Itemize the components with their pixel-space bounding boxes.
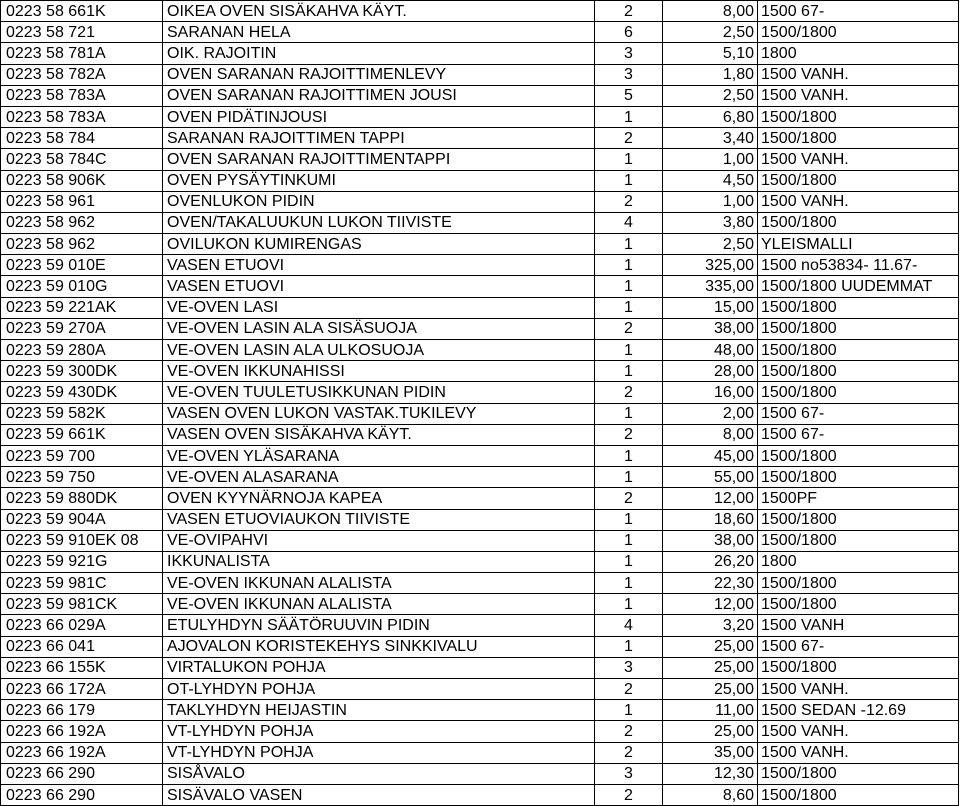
model-cell: 1500/1800: [758, 340, 959, 361]
table-row: [1, 340, 959, 361]
model-cell: 1500/1800: [758, 573, 959, 594]
model-cell: YLEISMALLI: [758, 234, 959, 255]
part-code-cell: 0223 59 010E: [1, 255, 163, 276]
quantity-cell: 2: [595, 742, 663, 763]
part-code-cell: 0223 59 981C: [1, 573, 163, 594]
model-cell: 1500 VANH.: [758, 85, 959, 106]
part-code-cell: 0223 66 179: [1, 700, 163, 721]
quantity-cell: 2: [595, 679, 663, 700]
description-cell: SARANAN HELA: [163, 22, 595, 43]
part-code-cell: 0223 66 172A: [1, 679, 163, 700]
model-cell: 1500/1800: [758, 170, 959, 191]
model-cell: 1500 VANH.: [758, 742, 959, 763]
table-row: [1, 191, 959, 212]
price-cell: 16,00: [663, 382, 758, 403]
part-code-cell: 0223 59 700: [1, 445, 163, 466]
price-cell: 22,30: [663, 573, 758, 594]
part-code-cell: 0223 59 270A: [1, 318, 163, 339]
table-row: [1, 128, 959, 149]
description-cell: OVEN PYSÄYTINKUMI: [163, 170, 595, 191]
price-cell: 1,80: [663, 64, 758, 85]
quantity-cell: 1: [595, 297, 663, 318]
table-row: [1, 445, 959, 466]
table-row: [1, 721, 959, 742]
table-row: [1, 1, 959, 22]
price-cell: 18,60: [663, 509, 758, 530]
table-row: [1, 784, 959, 805]
description-cell: VASEN ETUOVI: [163, 255, 595, 276]
price-cell: 6,80: [663, 106, 758, 127]
part-code-cell: 0223 59 880DK: [1, 488, 163, 509]
model-cell: 1500 67-: [758, 403, 959, 424]
table-row: [1, 509, 959, 530]
model-cell: 1800: [758, 551, 959, 572]
description-cell: VASEN ETUOVIAUKON TIIVISTE: [163, 509, 595, 530]
part-code-cell: 0223 58 784C: [1, 149, 163, 170]
model-cell: 1500/1800: [758, 657, 959, 678]
price-cell: 8,60: [663, 784, 758, 805]
quantity-cell: 1: [595, 106, 663, 127]
table-row: [1, 255, 959, 276]
model-cell: 1800: [758, 43, 959, 64]
description-cell: OT-LYHDYN POHJA: [163, 679, 595, 700]
part-code-cell: 0223 59 430DK: [1, 382, 163, 403]
quantity-cell: 1: [595, 149, 663, 170]
quantity-cell: 2: [595, 318, 663, 339]
description-cell: SARANAN RAJOITTIMEN TAPPI: [163, 128, 595, 149]
part-code-cell: 0223 58 962: [1, 234, 163, 255]
quantity-cell: 5: [595, 85, 663, 106]
quantity-cell: 2: [595, 382, 663, 403]
quantity-cell: 3: [595, 763, 663, 784]
description-cell: OVEN SARANAN RAJOITTIMENLEVY: [163, 64, 595, 85]
model-cell: 1500/1800: [758, 784, 959, 805]
description-cell: VIRTALUKON POHJA: [163, 657, 595, 678]
price-cell: 15,00: [663, 297, 758, 318]
price-cell: 12,00: [663, 488, 758, 509]
model-cell: 1500/1800: [758, 594, 959, 615]
quantity-cell: 1: [595, 340, 663, 361]
price-cell: 2,50: [663, 234, 758, 255]
table-row: [1, 43, 959, 64]
quantity-cell: 2: [595, 424, 663, 445]
price-cell: 11,00: [663, 700, 758, 721]
table-row: [1, 679, 959, 700]
model-cell: 1500/1800: [758, 128, 959, 149]
table-row: [1, 424, 959, 445]
quantity-cell: 3: [595, 43, 663, 64]
part-code-cell: 0223 59 921G: [1, 551, 163, 572]
model-cell: 1500/1800: [758, 763, 959, 784]
model-cell: 1500 67-: [758, 636, 959, 657]
price-cell: 2,00: [663, 403, 758, 424]
part-code-cell: 0223 59 221AK: [1, 297, 163, 318]
model-cell: 1500 67-: [758, 1, 959, 22]
model-cell: 1500/1800: [758, 467, 959, 488]
price-cell: 25,00: [663, 636, 758, 657]
model-cell: 1500/1800: [758, 445, 959, 466]
description-cell: VASEN ETUOVI: [163, 276, 595, 297]
part-code-cell: 0223 58 906K: [1, 170, 163, 191]
part-code-cell: 0223 66 155K: [1, 657, 163, 678]
model-cell: 1500 VANH.: [758, 679, 959, 700]
table-row: [1, 382, 959, 403]
quantity-cell: 4: [595, 615, 663, 636]
model-cell: 1500/1800: [758, 22, 959, 43]
quantity-cell: 1: [595, 700, 663, 721]
part-code-cell: 0223 59 981CK: [1, 594, 163, 615]
parts-table-body: [1, 1, 959, 806]
part-code-cell: 0223 66 192A: [1, 742, 163, 763]
model-cell: 1500 67-: [758, 424, 959, 445]
model-cell: 1500/1800: [758, 106, 959, 127]
price-cell: 1,00: [663, 149, 758, 170]
price-cell: 28,00: [663, 361, 758, 382]
description-cell: OVENLUKON PIDIN: [163, 191, 595, 212]
table-row: [1, 106, 959, 127]
table-row: [1, 488, 959, 509]
model-cell: 1500 VANH.: [758, 721, 959, 742]
quantity-cell: 1: [595, 170, 663, 191]
part-code-cell: 0223 58 783A: [1, 106, 163, 127]
quantity-cell: 1: [595, 594, 663, 615]
table-row: [1, 403, 959, 424]
table-row: [1, 170, 959, 191]
quantity-cell: 1: [595, 361, 663, 382]
part-code-cell: 0223 58 784: [1, 128, 163, 149]
quantity-cell: 2: [595, 784, 663, 805]
description-cell: VE-OVEN LASIN ALA ULKOSUOJA: [163, 340, 595, 361]
quantity-cell: 3: [595, 64, 663, 85]
description-cell: VE-OVEN IKKUNAN ALALISTA: [163, 573, 595, 594]
part-code-cell: 0223 58 782A: [1, 64, 163, 85]
table-row: [1, 149, 959, 170]
part-code-cell: 0223 59 010G: [1, 276, 163, 297]
description-cell: IKKUNALISTA: [163, 551, 595, 572]
table-row: [1, 594, 959, 615]
quantity-cell: 2: [595, 191, 663, 212]
price-cell: 2,50: [663, 22, 758, 43]
table-row: [1, 700, 959, 721]
price-cell: 8,00: [663, 1, 758, 22]
description-cell: VASEN OVEN LUKON VASTAK.TUKILEVY: [163, 403, 595, 424]
quantity-cell: 1: [595, 276, 663, 297]
description-cell: VE-OVEN IKKUNAN ALALISTA: [163, 594, 595, 615]
description-cell: OVEN PIDÄTINJOUSI: [163, 106, 595, 127]
quantity-cell: 6: [595, 22, 663, 43]
part-code-cell: 0223 58 781A: [1, 43, 163, 64]
table-row: [1, 297, 959, 318]
quantity-cell: 2: [595, 1, 663, 22]
price-cell: 25,00: [663, 657, 758, 678]
model-cell: 1500 VANH: [758, 615, 959, 636]
table-row: [1, 636, 959, 657]
model-cell: 1500/1800: [758, 382, 959, 403]
part-code-cell: 0223 58 961: [1, 191, 163, 212]
model-cell: 1500 VANH.: [758, 64, 959, 85]
quantity-cell: 1: [595, 255, 663, 276]
quantity-cell: 1: [595, 636, 663, 657]
table-row: [1, 763, 959, 784]
quantity-cell: 1: [595, 573, 663, 594]
model-cell: 1500PF: [758, 488, 959, 509]
description-cell: OVEN SARANAN RAJOITTIMEN JOUSI: [163, 85, 595, 106]
quantity-cell: 2: [595, 128, 663, 149]
price-cell: 26,20: [663, 551, 758, 572]
quantity-cell: 1: [595, 530, 663, 551]
price-cell: 38,00: [663, 318, 758, 339]
quantity-cell: 2: [595, 488, 663, 509]
part-code-cell: 0223 66 290: [1, 784, 163, 805]
description-cell: OIK. RAJOITIN: [163, 43, 595, 64]
price-cell: 5,10: [663, 43, 758, 64]
description-cell: OVEN KYYNÄRNOJA KAPEA: [163, 488, 595, 509]
table-row: [1, 467, 959, 488]
price-cell: 45,00: [663, 445, 758, 466]
quantity-cell: 2: [595, 721, 663, 742]
price-cell: 38,00: [663, 530, 758, 551]
price-cell: 35,00: [663, 742, 758, 763]
price-cell: 335,00: [663, 276, 758, 297]
table-row: [1, 573, 959, 594]
quantity-cell: 3: [595, 657, 663, 678]
price-cell: 55,00: [663, 467, 758, 488]
part-code-cell: 0223 66 029A: [1, 615, 163, 636]
model-cell: 1500/1800: [758, 361, 959, 382]
part-code-cell: 0223 59 904A: [1, 509, 163, 530]
price-cell: 3,20: [663, 615, 758, 636]
description-cell: VE-OVEN TUULETUSIKKUNAN PIDIN: [163, 382, 595, 403]
description-cell: OIKEA OVEN SISÄKAHVA KÄYT.: [163, 1, 595, 22]
table-row: [1, 212, 959, 233]
part-code-cell: 0223 59 750: [1, 467, 163, 488]
part-code-cell: 0223 58 962: [1, 212, 163, 233]
table-row: [1, 276, 959, 297]
description-cell: VT-LYHDYN POHJA: [163, 721, 595, 742]
model-cell: 1500/1800: [758, 318, 959, 339]
table-row: [1, 85, 959, 106]
table-row: [1, 615, 959, 636]
quantity-cell: 1: [595, 445, 663, 466]
description-cell: OVEN/TAKALUUKUN LUKON TIIVISTE: [163, 212, 595, 233]
price-cell: 12,30: [663, 763, 758, 784]
model-cell: 1500/1800: [758, 530, 959, 551]
table-row: [1, 318, 959, 339]
description-cell: VE-OVEN LASIN ALA SISÄSUOJA: [163, 318, 595, 339]
table-row: [1, 551, 959, 572]
table-row: [1, 530, 959, 551]
table-row: [1, 234, 959, 255]
description-cell: OVEN SARANAN RAJOITTIMENTAPPI: [163, 149, 595, 170]
description-cell: VT-LYHDYN POHJA: [163, 742, 595, 763]
price-cell: 8,00: [663, 424, 758, 445]
part-code-cell: 0223 59 661K: [1, 424, 163, 445]
model-cell: 1500/1800 UUDEMMAT: [758, 276, 959, 297]
part-code-cell: 0223 59 582K: [1, 403, 163, 424]
description-cell: VE-OVEN LASI: [163, 297, 595, 318]
price-cell: 25,00: [663, 679, 758, 700]
quantity-cell: 1: [595, 551, 663, 572]
quantity-cell: 1: [595, 467, 663, 488]
price-cell: 2,50: [663, 85, 758, 106]
part-code-cell: 0223 58 721: [1, 22, 163, 43]
quantity-cell: 1: [595, 509, 663, 530]
description-cell: VE-OVIPAHVI: [163, 530, 595, 551]
part-code-cell: 0223 59 300DK: [1, 361, 163, 382]
model-cell: 1500 VANH.: [758, 149, 959, 170]
part-code-cell: 0223 58 783A: [1, 85, 163, 106]
part-code-cell: 0223 66 192A: [1, 721, 163, 742]
description-cell: OVILUKON KUMIRENGAS: [163, 234, 595, 255]
quantity-cell: 1: [595, 403, 663, 424]
description-cell: VE-OVEN ALASARANA: [163, 467, 595, 488]
model-cell: 1500 VANH.: [758, 191, 959, 212]
table-row: [1, 22, 959, 43]
model-cell: 1500/1800: [758, 297, 959, 318]
table-row: [1, 742, 959, 763]
table-row: [1, 657, 959, 678]
description-cell: VASEN OVEN SISÄKAHVA KÄYT.: [163, 424, 595, 445]
part-code-cell: 0223 59 280A: [1, 340, 163, 361]
price-cell: 12,00: [663, 594, 758, 615]
model-cell: 1500/1800: [758, 212, 959, 233]
part-code-cell: 0223 66 041: [1, 636, 163, 657]
model-cell: 1500 no53834- 11.67-: [758, 255, 959, 276]
description-cell: VE-OVEN YLÄSARANA: [163, 445, 595, 466]
table-row: [1, 361, 959, 382]
price-cell: 4,50: [663, 170, 758, 191]
quantity-cell: 4: [595, 212, 663, 233]
description-cell: VE-OVEN IKKUNAHISSI: [163, 361, 595, 382]
price-cell: 25,00: [663, 721, 758, 742]
description-cell: SISÄVALO VASEN: [163, 784, 595, 805]
model-cell: 1500 SEDAN -12.69: [758, 700, 959, 721]
description-cell: TAKLYHDYN HEIJASTIN: [163, 700, 595, 721]
table-row: [1, 64, 959, 85]
description-cell: AJOVALON KORISTEKEHYS SINKKIVALU: [163, 636, 595, 657]
part-code-cell: 0223 58 661K: [1, 1, 163, 22]
price-cell: 3,80: [663, 212, 758, 233]
price-cell: 1,00: [663, 191, 758, 212]
description-cell: SISÅVALO: [163, 763, 595, 784]
description-cell: ETULYHDYN SÄÄTÖRUUVIN PIDIN: [163, 615, 595, 636]
part-code-cell: 0223 59 910EK 08: [1, 530, 163, 551]
part-code-cell: 0223 66 290: [1, 763, 163, 784]
model-cell: 1500/1800: [758, 509, 959, 530]
price-cell: 3,40: [663, 128, 758, 149]
price-cell: 48,00: [663, 340, 758, 361]
price-cell: 325,00: [663, 255, 758, 276]
quantity-cell: 1: [595, 234, 663, 255]
